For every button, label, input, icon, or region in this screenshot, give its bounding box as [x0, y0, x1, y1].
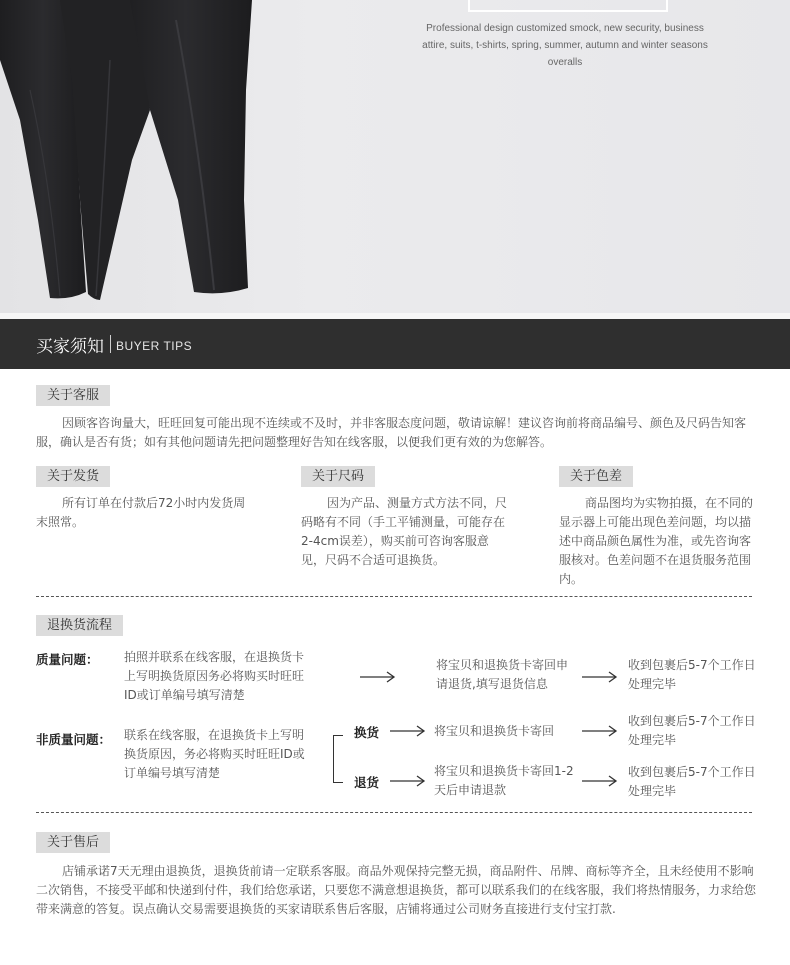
non-quality-issue-desc: 联系在线客服，在退换货卡上写明换货原因，务必将购买时旺旺ID或订单编号填写清楚 [124, 728, 305, 780]
buyer-tips-header [0, 319, 790, 369]
size-text: 因为产品、测量方式方法不同，尺码略有不同（手工平铺测量，可能存在2-4cm误差），购买前可咨询客服意见，尺码不合适可退换货。 [301, 496, 508, 567]
frame-decoration [468, 0, 668, 12]
refund-title: 退货 [354, 775, 380, 790]
exchange-title: 换货 [354, 725, 380, 740]
return-flow-label: 退换货流程 [36, 615, 123, 636]
quality-issue-title: 质量问题： [36, 652, 99, 667]
exchange-step: 将宝贝和退换货卡寄回 [434, 724, 555, 738]
non-quality-issue-title: 非质量问题： [36, 732, 112, 747]
size-label: 关于尺码 [301, 466, 375, 487]
title-separator [110, 335, 111, 353]
customer-service-label: 关于客服 [36, 385, 110, 406]
tips-title-en: BUYER TIPS [116, 339, 193, 353]
right-arrow-icon [582, 775, 618, 787]
right-arrow-icon [390, 725, 426, 737]
tips-title-cn: 买家须知 [36, 336, 104, 357]
shipping-text: 所有订单在付款后72小时内发货周末照常。 [36, 496, 246, 529]
right-arrow-icon [582, 725, 618, 737]
shipping-label: 关于发货 [36, 466, 110, 487]
right-arrow-icon [360, 671, 396, 683]
right-arrow-icon [390, 775, 426, 787]
after-sales-label: 关于售后 [36, 832, 110, 853]
color-diff-text: 商品图均为实物拍摄，在不同的显示器上可能出现色差问题，均以描述中商品颜色属性为准，或先咨询客服核对。色差问题不在退货服务范围内。 [559, 496, 754, 586]
after-sales-text: 店铺承诺7天无理由退换货，退换货前请一定联系客服。商品外观保持完整无损，商品附件、吊牌、商标等齐全，且未经使用不影响二次销售，不接受平邮和快递到付件，我们给您承诺，只要您不满意想退换货，都可以联系我们的在线客服，我们将热情服务，力求给您带来满意的答复。误点确认交易需要退换货的买家请联系售后客服，店铺将通过公司财务直接进行支付宝打款. [36, 864, 757, 916]
flow-bracket [333, 735, 343, 783]
dashed-divider [36, 812, 752, 813]
exchange-result: 收到包裹后5-7个工作日处理完毕 [628, 714, 756, 747]
pants-image [0, 0, 290, 313]
dashed-divider [36, 596, 752, 597]
customer-service-text: 因顾客咨询量大，旺旺回复可能出现不连续或不及时，并非客服态度问题，敬请谅解！建议咨询前将商品编号、颜色及尺码告知客服，确认是否有货；如有其他问题请先把问题整理好告知在线客服，以便我们更有效的为您解答。 [36, 416, 747, 449]
refund-result: 收到包裹后5-7个工作日处理完毕 [628, 765, 756, 798]
quality-step: 将宝贝和退换货卡寄回申请退货,填写退货信息 [436, 658, 569, 691]
hero-caption: Professional design customized smock, new security, business attire, suits, t-shirts, spring, summer, autumn and winter seasons overalls [422, 23, 708, 68]
refund-step: 将宝贝和退换货卡寄回1-2天后申请退款 [434, 764, 574, 797]
color-diff-label: 关于色差 [559, 466, 633, 487]
quality-result: 收到包裹后5-7个工作日处理完毕 [628, 658, 756, 691]
product-hero [0, 0, 790, 313]
right-arrow-icon [582, 671, 618, 683]
quality-issue-desc: 拍照并联系在线客服，在退换货卡上写明换货原因务必将购买时旺旺ID或订单编号填写清楚 [124, 650, 305, 702]
